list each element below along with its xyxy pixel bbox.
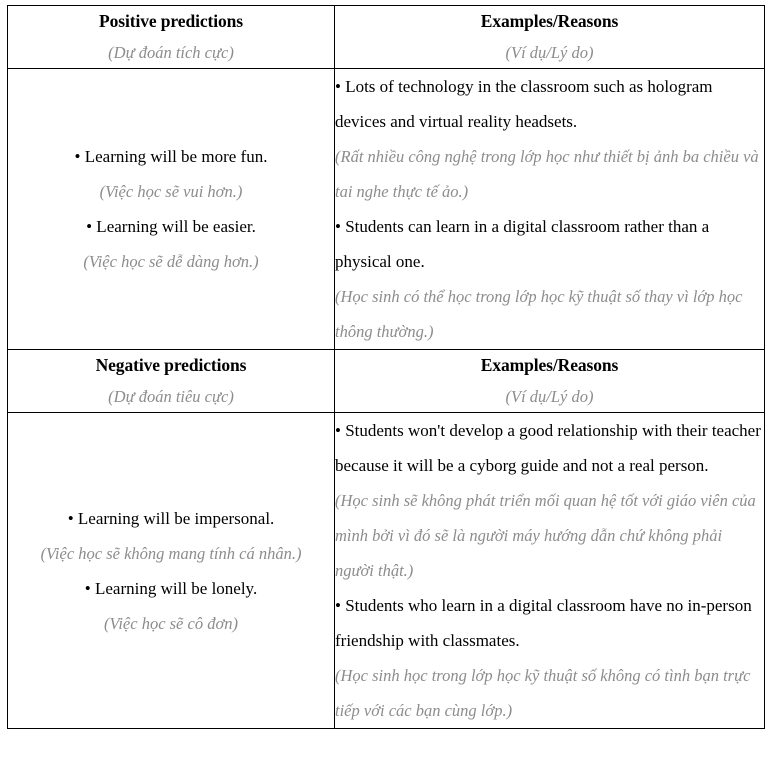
reason-item-translation: (Học sinh học trong lớp học kỹ thuật số không có tình bạn trực tiếp với các bạn cùng lớp.): [335, 666, 751, 720]
predictions-table: [7, 5, 765, 729]
reason-item: • Lots of technology in the classroom such as hologram devices and virtual reality headsets.: [335, 77, 713, 131]
reason-item-translation: (Rất nhiều công nghệ trong lớp học như thiết bị ảnh ba chiều và tai nghe thực tế ảo.): [335, 147, 759, 201]
prediction-item-translation: (Việc học sẽ không mang tính cá nhân.): [40, 543, 302, 563]
table-header-row-negative: [8, 350, 765, 413]
cell-negative-examples-reasons: [335, 413, 765, 729]
reason-item: • Students won't develop a good relationship with their teacher because it will be a cyborg guide and not a real person.: [335, 421, 761, 475]
header-title-en: Examples/Reasons: [480, 11, 619, 31]
cell-negative-predictions-list: [8, 413, 335, 729]
header-title-vi: (Ví dụ/Lý do): [505, 387, 594, 406]
table-row-positive-content: [8, 69, 765, 350]
table-header-row-positive: [8, 6, 765, 69]
header-title-en: Negative predictions: [95, 355, 247, 375]
prediction-item: • Learning will be easier.: [86, 217, 256, 236]
table-row-negative-content: [8, 413, 765, 729]
header-cell-negative-predictions: [8, 350, 335, 413]
header-title-vi: (Dự đoán tích cực): [108, 43, 234, 62]
header-cell-examples-reasons-2: [335, 350, 765, 413]
reason-item: • Students can learn in a digital classroom rather than a physical one.: [335, 217, 710, 271]
reason-item-translation: (Học sinh có thể học trong lớp học kỹ thuật số thay vì lớp học thông thường.): [335, 287, 743, 341]
prediction-item: • Learning will be more fun.: [74, 147, 268, 166]
prediction-item: • Learning will be lonely.: [84, 578, 258, 598]
prediction-item-translation: (Việc học sẽ vui hơn.): [99, 182, 243, 201]
header-cell-examples-reasons-1: [335, 6, 765, 69]
prediction-item-translation: (Việc học sẽ dễ dàng hơn.): [83, 252, 259, 271]
cell-positive-predictions-list: [8, 69, 335, 350]
header-title-en: Positive predictions: [99, 11, 243, 31]
cell-positive-examples-reasons: [335, 69, 765, 350]
prediction-item: • Learning will be impersonal.: [67, 508, 275, 528]
reason-item-translation: (Học sinh sẽ không phát triển mối quan hệ tốt với giáo viên của mình bởi vì đó sẽ là người máy hướng dẫn chứ không phải người thật.): [335, 491, 756, 580]
header-title-vi: (Ví dụ/Lý do): [505, 43, 594, 62]
prediction-item-translation: (Việc học sẽ cô đơn): [103, 613, 239, 633]
header-cell-positive-predictions: [8, 6, 335, 69]
header-title-vi: (Dự đoán tiêu cực): [108, 387, 234, 406]
header-title-en: Examples/Reasons: [480, 355, 619, 375]
reason-item: • Students who learn in a digital classroom have no in-person friendship with classmates.: [335, 596, 752, 650]
